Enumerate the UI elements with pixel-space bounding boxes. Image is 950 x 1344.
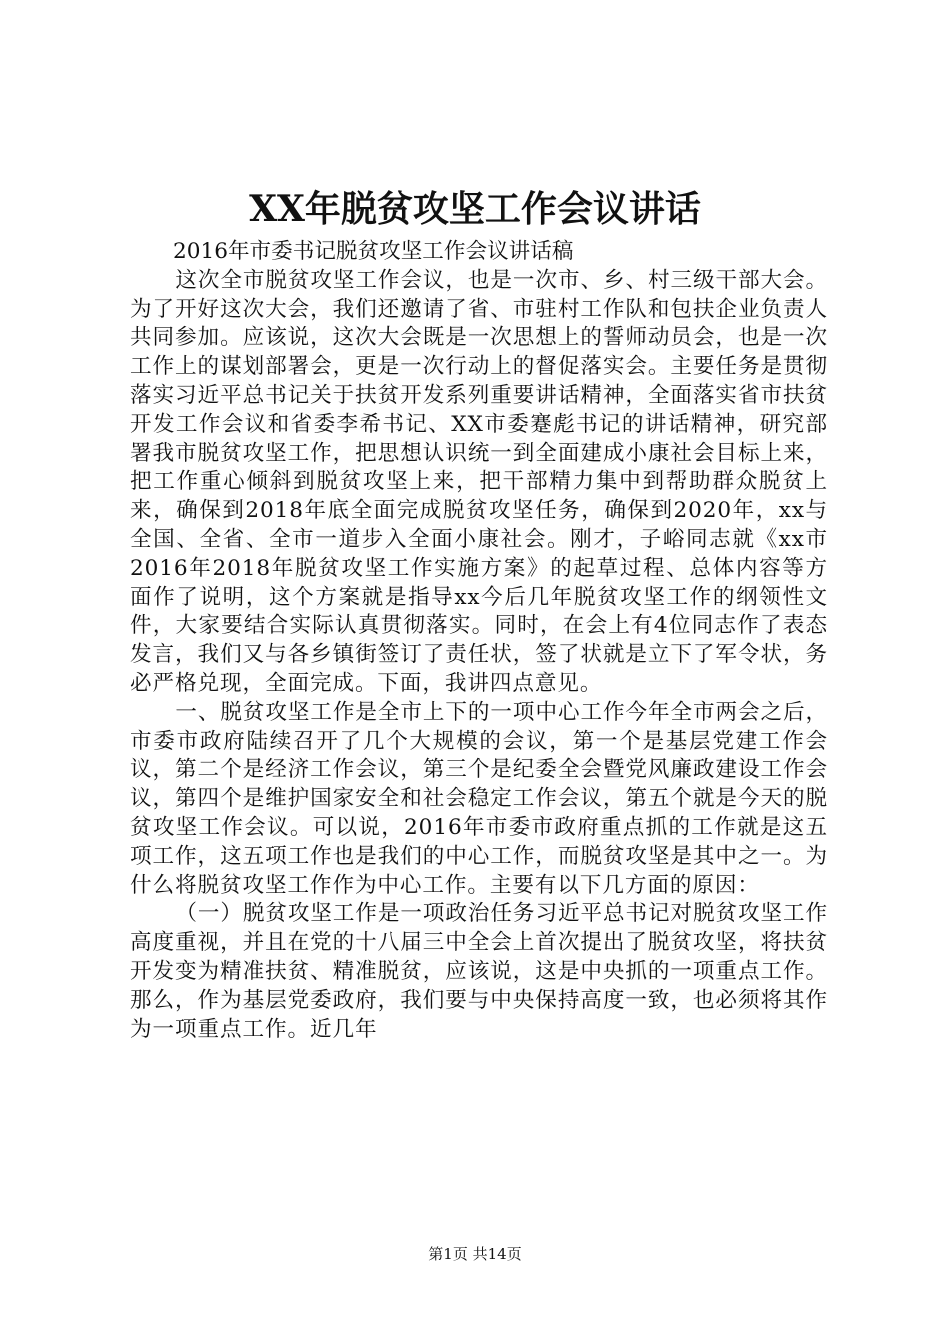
document-body [130, 238, 828, 1044]
paragraph-subsection-one: （一）脱贫攻坚工作是一项政治任务习近平总书记对脱贫攻坚工作高度重视，并且在党的十八届三中全会上首次提出了脱贫攻坚，将扶贫开发变为精准扶贫、精准脱贫，应该说，这是中央抓的一项重点工作。那么，作为基层党委政府，我们要与中央保持高度一致，也必须将其作为一项重点工作。近几年 [130, 901, 828, 1042]
paragraph-section-one: 一、脱贫攻坚工作是全市上下的一项中心工作今年全市两会之后，市委市政府陆续召开了几个大规模的会议，第一个是基层党建工作会议，第二个是经济工作会议，第三个是纪委全会暨党风廉政建设工作会议，第四个是维护国家安全和社会稳定工作会议，第五个就是今天的脱贫攻坚工作会议。可以说，2016年市委市政府重点抓的工作就是这五项工作，这五项工作也是我们的中心工作，而脱贫攻坚是其中之一。为什么将脱贫攻坚工作作为中心工作。主要有以下几方面的原因： [130, 699, 828, 898]
page-footer: 第1页 共14页 [428, 1245, 522, 1263]
paragraph-intro: 这次全市脱贫攻坚工作会议，也是一次市、乡、村三级干部大会。为了开好这次大会，我们还邀请了省、市驻村工作队和包扶企业负责人共同参加。应该说，这次大会既是一次思想上的誓师动员会，也是一次工作上的谋划部署会，更是一次行动上的督促落实会。主要任务是贯彻落实习近平总书记关于扶贫开发系列重要讲话精神，全面落实省市扶贫开发工作会议和省委李希书记、XX市委蹇彪书记的讲话精神，研究部署我市脱贫攻坚工作，把思想认识统一到全面建成小康社会目标上来，把工作重心倾斜到脱贫攻坚上来，把干部精力集中到帮助群众脱贫上来，确保到2018年底全面完成脱贫攻坚任务，确保到2020年，xx与全国、全省、全市一道步入全面小康社会。刚才，子峪同志就《xx市2016年2018年脱贫攻坚工作实施方案》的起草过程、总体内容等方面作了说明，这个方案就是指导xx今后几年脱贫攻坚工作的纲领性文件，大家要结合实际认真贯彻落实。同时，在会上有4位同志作了表态发言，我们又与各乡镇街签订了责任状，签了状就是立下了军令状，务必严格兑现，全面完成。下面，我讲四点意见。 [130, 267, 828, 696]
document-subtitle: 2016年市委书记脱贫攻坚工作会议讲话稿 [173, 239, 574, 264]
document-title: XX年脱贫攻坚工作会议讲话 [249, 188, 701, 230]
